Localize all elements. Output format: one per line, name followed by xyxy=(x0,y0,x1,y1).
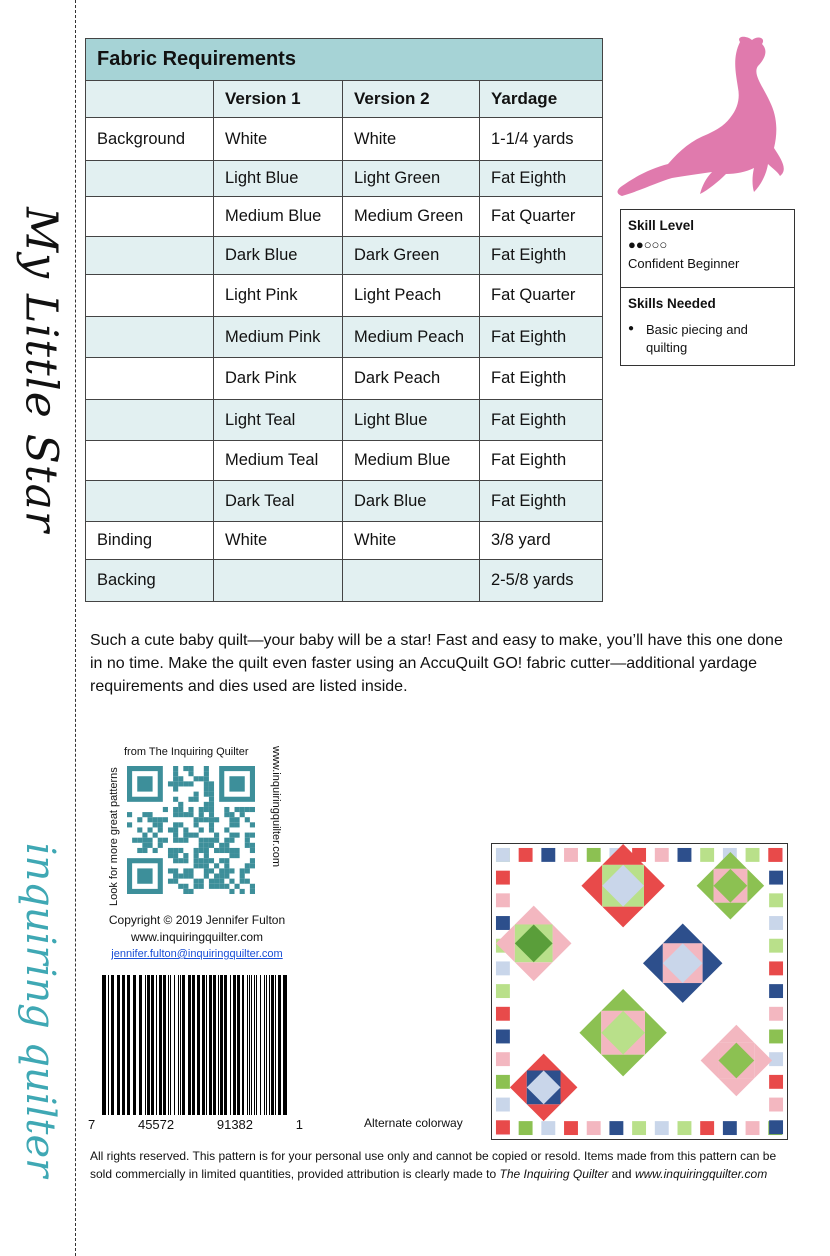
table-cell: Fat Eighth xyxy=(480,237,603,275)
table-cell: Fat Quarter xyxy=(480,275,603,317)
table-row xyxy=(86,522,603,560)
table-cell: White xyxy=(214,118,343,161)
skill-level-label: Confident Beginner xyxy=(628,256,740,271)
table-cell: Medium Teal xyxy=(214,441,343,481)
table-cell: Fat Eighth xyxy=(480,317,603,358)
skill-level-section xyxy=(621,210,794,288)
qr-block xyxy=(96,742,286,906)
table-cell: Dark Pink xyxy=(214,358,343,400)
bullet-icon: ● xyxy=(628,323,635,334)
table-row xyxy=(86,358,603,400)
table-cell xyxy=(86,161,214,197)
table-cell: Fat Eighth xyxy=(480,161,603,197)
table-row xyxy=(86,275,603,317)
table-cell: Medium Blue xyxy=(214,197,343,237)
table-cell xyxy=(86,481,214,522)
table-cell: White xyxy=(214,522,343,560)
quilt-illustration xyxy=(491,843,788,1140)
skills-needed-header: Skills Needed xyxy=(628,296,716,311)
table-row xyxy=(86,118,603,161)
spine-brand-logo: inquiring quilter xyxy=(17,842,63,1178)
column-header xyxy=(86,81,214,118)
skills-needed-section xyxy=(621,288,794,365)
table-cell: Light Blue xyxy=(214,161,343,197)
barcode-digit-group: 91382 xyxy=(216,1117,254,1132)
copyright-block xyxy=(92,912,302,963)
table-cell: Fat Eighth xyxy=(480,441,603,481)
skills-needed-item: ● Basic piecing and quilting xyxy=(628,322,748,355)
table-cell: Dark Peach xyxy=(343,358,480,400)
table-cell xyxy=(86,358,214,400)
alternate-colorway-caption: Alternate colorway xyxy=(364,1116,463,1130)
table-row xyxy=(86,441,603,481)
fabric-requirements-table xyxy=(85,38,603,602)
table-row xyxy=(86,317,603,358)
table-cell: White xyxy=(343,118,480,161)
table-cell: Fat Eighth xyxy=(480,481,603,522)
table-cell: Fat Quarter xyxy=(480,197,603,237)
column-header: Yardage xyxy=(480,81,603,118)
table-cell xyxy=(86,441,214,481)
column-header: Version 1 xyxy=(214,81,343,118)
table-cell: 3/8 yard xyxy=(480,522,603,560)
table-cell: Dark Green xyxy=(343,237,480,275)
barcode-digits xyxy=(88,1117,303,1132)
table-cell: 2-5/8 yards xyxy=(480,560,603,602)
table-title: Fabric Requirements xyxy=(86,39,603,81)
skill-level-rating: ●●○○○ xyxy=(628,237,668,252)
table-cell: Background xyxy=(86,118,214,161)
table-row xyxy=(86,400,603,441)
barcode-icon xyxy=(100,975,292,1115)
qr-caption-left: Look for more great patterns xyxy=(108,767,120,906)
table-row xyxy=(86,161,603,197)
table-cell: Medium Blue xyxy=(343,441,480,481)
table-cell: Backing xyxy=(86,560,214,602)
table-row xyxy=(86,481,603,522)
qr-caption-right[interactable]: www.inquiringquilter.com xyxy=(270,746,282,868)
table-cell xyxy=(86,275,214,317)
table-cell: Medium Green xyxy=(343,197,480,237)
qr-caption-top: from The Inquiring Quilter xyxy=(124,746,249,758)
table-cell xyxy=(86,197,214,237)
barcode-digit-group: 1 xyxy=(295,1117,303,1132)
footer-rights: All rights reserved. This pattern is for your personal use only and cannot be copied or resold. Items made from this pattern can be sold commercially in limited quantities, provided attribution is clearly made to The Inquiring Quilter and www.inquiringquilter.com xyxy=(90,1149,777,1181)
table-cell: Dark Blue xyxy=(343,481,480,522)
pattern-description: Such a cute baby quilt—your baby will be a star! Fast and easy to make, you’ll have this one done in no time. Make the quilt even faster using an AccuQuilt GO! fabric cutter—additional yardage requirements and dies used are listed inside. xyxy=(90,632,783,695)
cat-silhouette-icon xyxy=(612,36,792,201)
table-cell: Dark Teal xyxy=(214,481,343,522)
table-cell: Light Blue xyxy=(343,400,480,441)
table-cell: Fat Eighth xyxy=(480,358,603,400)
table-cell: Light Peach xyxy=(343,275,480,317)
table-cell: Light Green xyxy=(343,161,480,197)
skills-box xyxy=(620,209,795,366)
table-cell xyxy=(214,560,343,602)
table-cell: Medium Peach xyxy=(343,317,480,358)
table-cell: 1-1/4 yards xyxy=(480,118,603,161)
table-cell xyxy=(86,237,214,275)
table-cell: Medium Pink xyxy=(214,317,343,358)
table-cell xyxy=(343,560,480,602)
column-header: Version 2 xyxy=(343,81,480,118)
barcode-digit-group: 7 xyxy=(88,1117,96,1132)
table-cell xyxy=(86,400,214,441)
email-link[interactable]: jennifer.fulton@inquiringquilter.com xyxy=(111,948,283,960)
copyright-line: Copyright © 2019 Jennifer Fulton xyxy=(108,913,286,927)
barcode-digit-group: 45572 xyxy=(137,1117,175,1132)
table-row xyxy=(86,237,603,275)
website-text: www.inquiringquilter.com xyxy=(130,930,264,944)
table-row xyxy=(86,197,603,237)
table-cell: Fat Eighth xyxy=(480,400,603,441)
skill-level-header: Skill Level xyxy=(628,218,695,233)
spine-title: My Little Star xyxy=(15,207,67,533)
table-cell: White xyxy=(343,522,480,560)
table-cell xyxy=(86,317,214,358)
table-cell: Dark Blue xyxy=(214,237,343,275)
table-row xyxy=(86,560,603,602)
qr-code-icon[interactable] xyxy=(127,766,255,894)
table-cell: Light Teal xyxy=(214,400,343,441)
table-cell: Binding xyxy=(86,522,214,560)
table-cell: Light Pink xyxy=(214,275,343,317)
